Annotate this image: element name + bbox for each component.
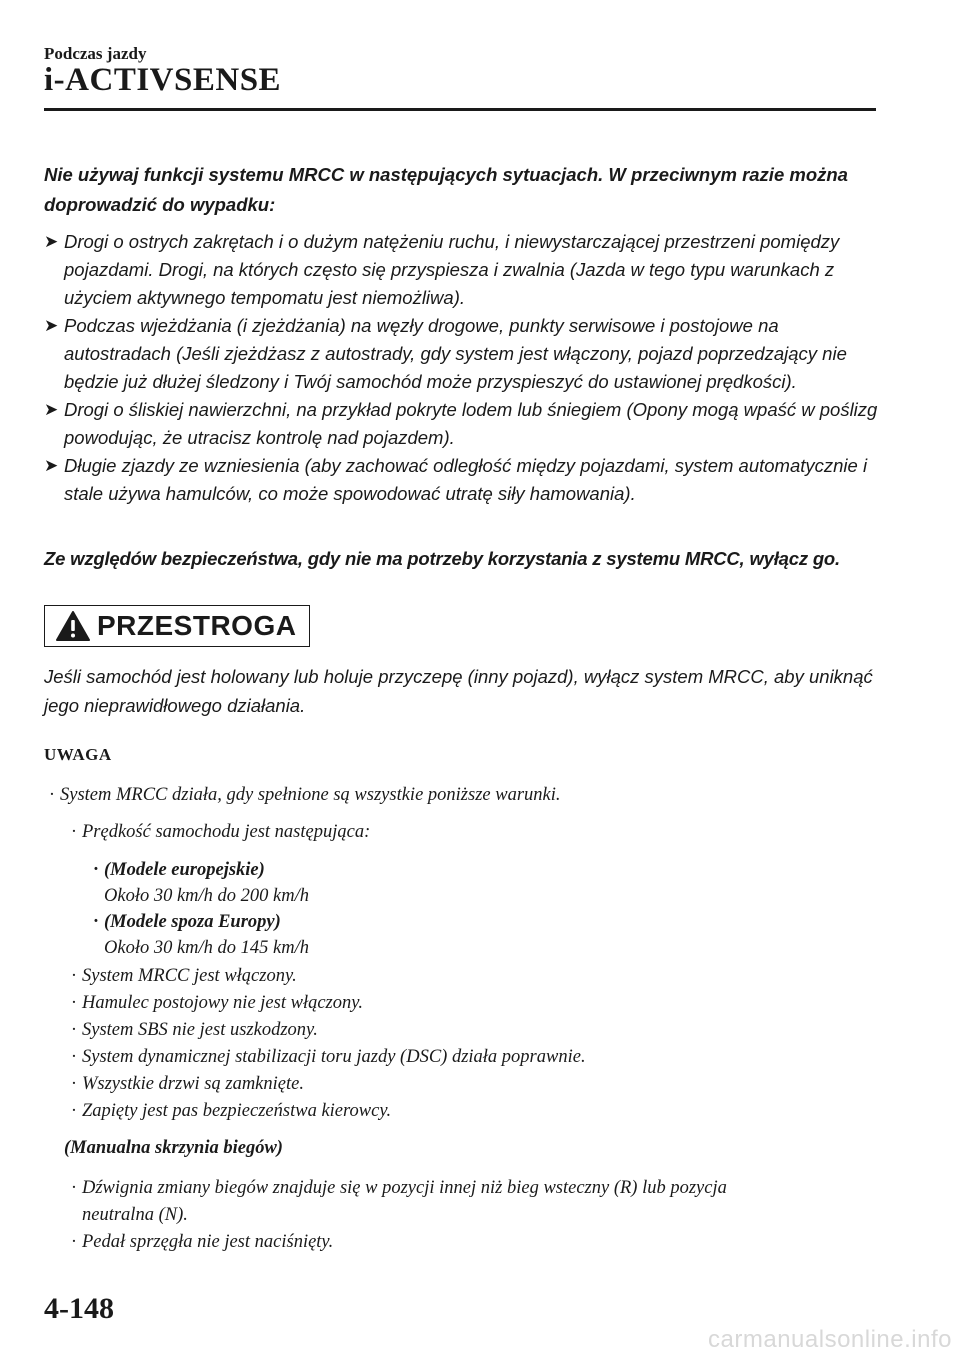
note-non-eu-range: Około 30 km/h do 145 km/h xyxy=(104,938,310,958)
safety-note: Ze względów bezpieczeństwa, gdy nie ma potrzeby korzystania z systemu MRCC, wyłącz go. xyxy=(44,548,840,569)
list-item: ➤ Podczas wjeżdżania (i zjeżdżania) na węzły drogowe, punkty serwisowe i postojowe na autostradach (Jeśli zjeżdżasz z autostrady, gdy system jest włączony, pojazd poprzedzający nie będzie już dłużej śledzony i Twój samochód może przyspieszyć do ustawionej prędkości). xyxy=(44,312,884,396)
list-item: · System SBS nie jest uszkodzony. xyxy=(70,1020,318,1040)
list-item: · System dynamicznej stabilizacji toru jazdy (DSC) działa poprawnie. xyxy=(70,1047,586,1067)
note-speed-label: · Prędkość samochodu jest następująca: xyxy=(70,822,371,842)
caution-text: Jeśli samochód jest holowany lub holuje przyczepę (inny pojazd), wyłącz system MRCC, aby uniknąć jego nieprawidłowego działania. xyxy=(44,666,873,716)
arrow-bullet-icon: ➤ xyxy=(44,456,59,475)
note-eu-label: · (Modele europejskie) xyxy=(92,860,265,880)
warning-list xyxy=(44,228,884,508)
note-eu-range: Około 30 km/h do 200 km/h xyxy=(104,886,310,906)
list-item: · Pedał sprzęgła nie jest naciśnięty. xyxy=(70,1232,334,1252)
caution-label: PRZESTROGA xyxy=(97,610,297,641)
list-item-continuation: neutralna (N). xyxy=(82,1205,188,1225)
page-number: 4-148 xyxy=(44,1292,114,1325)
header-divider xyxy=(44,108,876,111)
list-item: ➤ Drogi o śliskiej nawierzchni, na przykład pokryte lodem lub śniegiem (Opony mogą wpaść w poślizg powodując, że utracisz kontrolę nad pojazdem). xyxy=(44,396,884,452)
note-non-eu-label: · (Modele spoza Europy) xyxy=(92,912,281,932)
note-manual-label: (Manualna skrzynia biegów) xyxy=(64,1138,283,1158)
arrow-bullet-icon: ➤ xyxy=(44,316,59,335)
list-item: · Wszystkie drzwi są zamknięte. xyxy=(70,1074,304,1094)
list-item: · Dźwignia zmiany biegów znajduje się w pozycji innej niż bieg wsteczny (R) lub pozycja xyxy=(70,1178,727,1198)
list-item: · Hamulec postojowy nie jest włączony. xyxy=(70,993,364,1013)
note-intro: · System MRCC działa, gdy spełnione są wszystkie poniższe warunki. xyxy=(48,785,561,805)
arrow-bullet-icon: ➤ xyxy=(44,232,59,251)
warning-triangle-icon xyxy=(53,606,93,646)
list-item: · System MRCC jest włączony. xyxy=(70,966,297,986)
list-item: ➤ Drogi o ostrych zakrętach i o dużym natężeniu ruchu, i niewystarczającej przestrzeni pomiędzy pojazdami. Drogi, na których często się przyspiesza i zwalnia (Jazda w tego typu warunkach z użyciem aktywnego tempomatu jest niemożliwa). xyxy=(44,228,884,312)
arrow-bullet-icon: ➤ xyxy=(44,400,59,419)
watermark: carmanualsonline.info xyxy=(708,1326,952,1353)
caution-header xyxy=(44,605,310,647)
list-item: ➤ Długie zjazdy ze wzniesienia (aby zachować odległość między pojazdami, system automatycznie i stale używa hamulców, co może spowodować utratę siły hamowania). xyxy=(44,452,884,508)
warning-intro: Nie używaj funkcji systemu MRCC w następujących sytuacjach. W przeciwnym razie można doprowadzić do wypadku: xyxy=(44,164,848,215)
section-label: Podczas jazdy xyxy=(44,44,147,63)
list-item: · Zapięty jest pas bezpieczeństwa kierowcy. xyxy=(70,1101,392,1121)
chapter-title: i-ACTIVSENSE xyxy=(44,62,282,98)
note-title: UWAGA xyxy=(44,745,112,764)
